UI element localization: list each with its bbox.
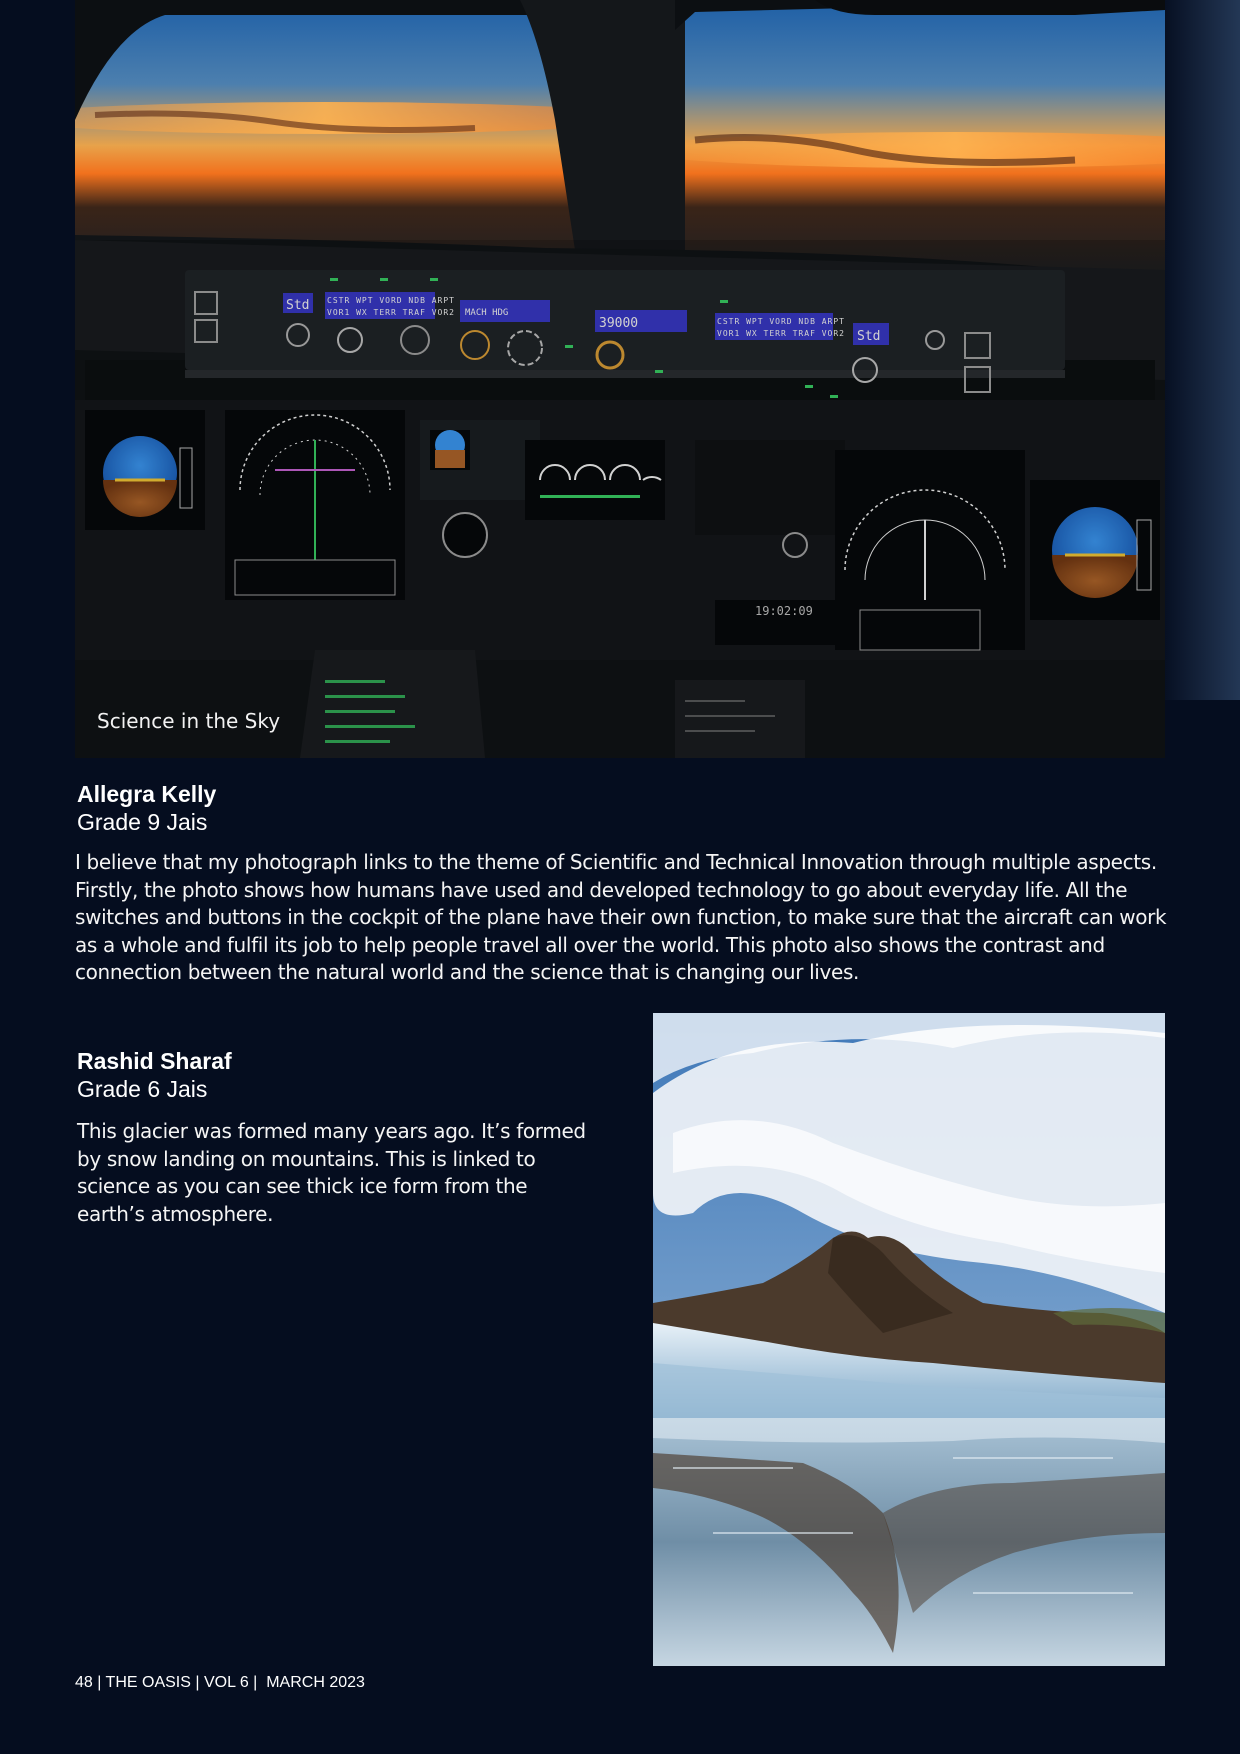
cockpit-photo xyxy=(75,0,1165,758)
glacier-photo xyxy=(653,1013,1165,1666)
photo-caption: Science in the Sky xyxy=(97,709,281,733)
edge-glow xyxy=(1160,0,1240,700)
svg-text:CSTR WPT VORD NDB ARPT: CSTR WPT VORD NDB ARPT xyxy=(327,296,455,305)
left-baro-readout: Std xyxy=(286,298,310,313)
svg-text:MACH HDG: MACH HDG xyxy=(465,308,509,318)
svg-text:CSTR WPT VORD NDB ARPT: CSTR WPT VORD NDB ARPT xyxy=(717,317,845,326)
clock-readout: 19:02:09 xyxy=(755,604,813,618)
author-grade: Grade 9 Jais xyxy=(77,809,208,835)
svg-text:VOR1 WX TERR TRAF VOR2: VOR1 WX TERR TRAF VOR2 xyxy=(717,329,845,338)
author-name: Rashid Sharaf xyxy=(77,1048,232,1074)
article-body: This glacier was formed many years ago. It’s formed by snow landing on mountains. This is linked to science as you can see thick ice form from the earth’s atmosphere. xyxy=(77,1119,586,1226)
author-name: Allegra Kelly xyxy=(77,781,217,807)
right-baro-readout: Std xyxy=(857,329,881,344)
altitude-readout: 39000 xyxy=(599,316,639,331)
author-grade: Grade 6 Jais xyxy=(77,1076,208,1102)
page-footer: 48 | THE OASIS | VOL 6 | MARCH 2023 xyxy=(75,1674,365,1691)
article-body: I believe that my photograph links to the theme of Scientific and Technical Innovation through multiple aspects. Firstly, the photo shows how humans have used and developed technology to go about everyday life. All the switches and buttons in the cockpit of the plane have their own function, to make sure that the aircraft can work as a whole and fulfil its job to help people travel all over the world. This photo also shows the contrast and connection between the natural world and the science that is changing our lives. xyxy=(75,850,1167,984)
svg-text:VOR1 WX TERR TRAF VOR2: VOR1 WX TERR TRAF VOR2 xyxy=(327,308,455,317)
